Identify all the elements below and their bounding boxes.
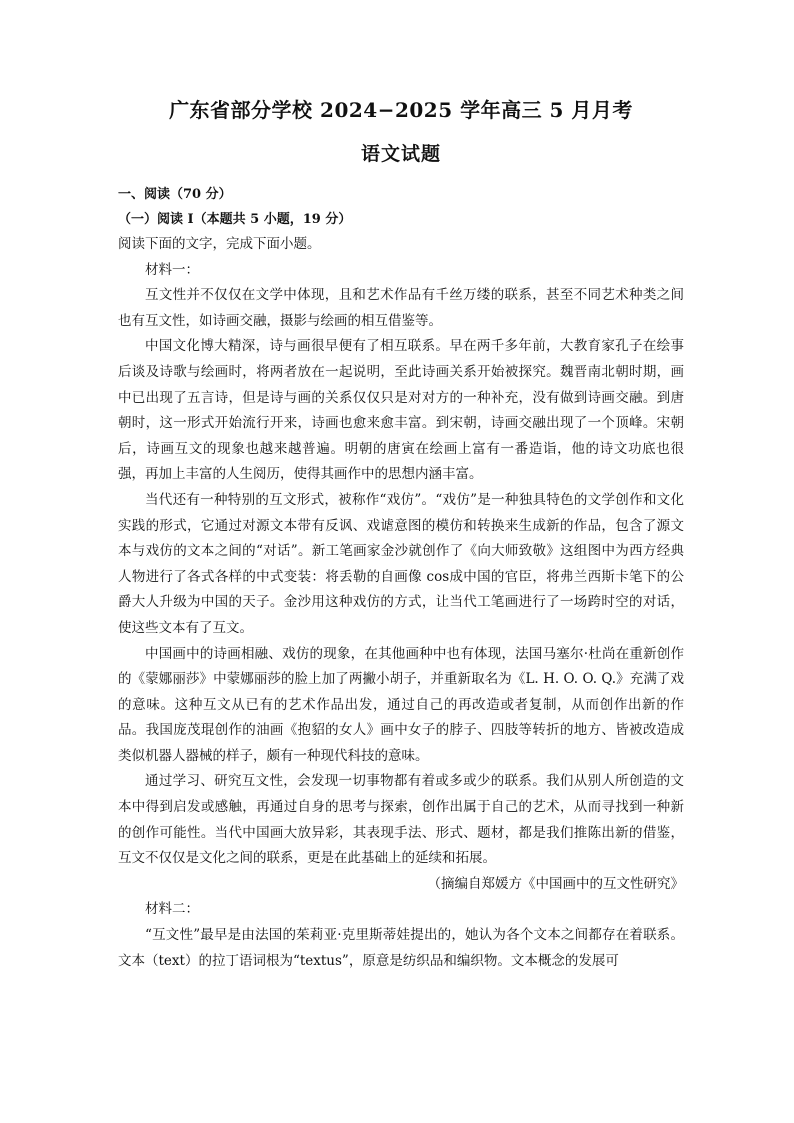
section-subheading: （一）阅读 I（本题共 5 小题，19 分） [118, 212, 352, 227]
material-one-paragraph: 互文性并不仅仅在文学中体现，且和艺术作品有千丝万缕的联系，甚至不同艺术种类之间也有互文性，如诗画交融，摄影与绘画的相互借鉴等。 [118, 287, 684, 329]
material-one-label: 材料一： [145, 261, 199, 278]
material-one-paragraph: 当代还有一种特别的互文形式，被称作“戏仿”。“戏仿”是一种独具特色的文学创作和文化实践的形式，它通过对源文本带有反讽、戏谑意图的模仿和转换来生成新的作品，包含了源文本与戏仿的文本之间的“对话”。新工笔画家金沙就创作了《向大师致敬》这组图中为西方经典人物进行了各式各样的中式变装：将丢勒的自画像 cos成中国的官臣，将弗兰西斯卡笔下的公爵大人升级为中国的天子。金沙用这种戏仿的方式，让当代工笔画进行了一场跨时空的对话，使这些文本有了互文。 [118, 491, 684, 636]
exam-subtitle: 语文试题 [360, 143, 441, 165]
material-two-label: 材料二： [145, 901, 199, 918]
material-two-paragraph: “互文性”最早是由法国的茱莉亚·克里斯蒂娃提出的，她认为各个文本之间都存在着联系。文本（text）的拉丁语词根为“textus”，原意是纺织品和编织物。文本概念的发展可 [118, 927, 684, 969]
material-one-paragraph: 中国文化博大精深，诗与画很早便有了相互联系。早在两千多年前，大教育家孔子在绘事后谈及诗歌与绘画时，将两者放在一起说明，至此诗画关系开始被探究。魏晋南北朝时期，画中已出现了五言诗，但是诗与画的关系仅仅只是对对方的一种补充，没有做到诗画交融。到唐朝时，这一形式开始流行开来，诗画也愈来愈丰富。到宋朝，诗画交融出现了一个顶峰。宋朝后，诗画互文的现象也越来越普遍。明朝的唐寅在绘画上富有一番造诣，他的诗文功底也很强，再加上丰富的人生阅历，使得其画作中的思想内涵丰富。 [118, 338, 684, 483]
document-page [118, 96, 684, 974]
material-one-paragraph: 中国画中的诗画相融、戏仿的现象，在其他画种中也有体现，法国马塞尔·杜尚在重新创作的《蒙娜丽莎》中蒙娜丽莎的脸上加了两撇小胡子，并重新取名为《L. H. O. O. Q.》充满了戏的意味。这种互文从已有的艺术作品出发，通过自己的再改造或者复制，从而创作出新的作品。我国庞茂琨创作的油画《抱貂的女人》画中女子的脖子、四肢等转折的地方、皆被改造成类似机器人器械的样子，颇有一种现代科技的意味。 [118, 645, 684, 764]
material-one-source: （摘编自郑媛方《中国画中的互文性研究》 [427, 875, 684, 892]
reading-instruction: 阅读下面的文字，完成下面小题。 [118, 236, 321, 252]
material-one-paragraph: 通过学习、研究互文性，会发现一切事物都有着或多或少的联系。我们从别人所创造的文本中得到启发或感触，再通过自身的思考与探索，创作出属于自己的艺术，从而寻找到一种新的创作可能性。当代中国画大放异彩，其表现手法、形式、题材，都是我们推陈出新的借鉴，互文不仅仅是文化之间的联系，更是在此基础上的延续和拓展。 [118, 773, 684, 867]
section-heading: 一、阅读（70 分） [118, 187, 232, 202]
exam-title: 广东省部分学校 2024−2025 学年高三 5 月月考 [169, 98, 633, 122]
